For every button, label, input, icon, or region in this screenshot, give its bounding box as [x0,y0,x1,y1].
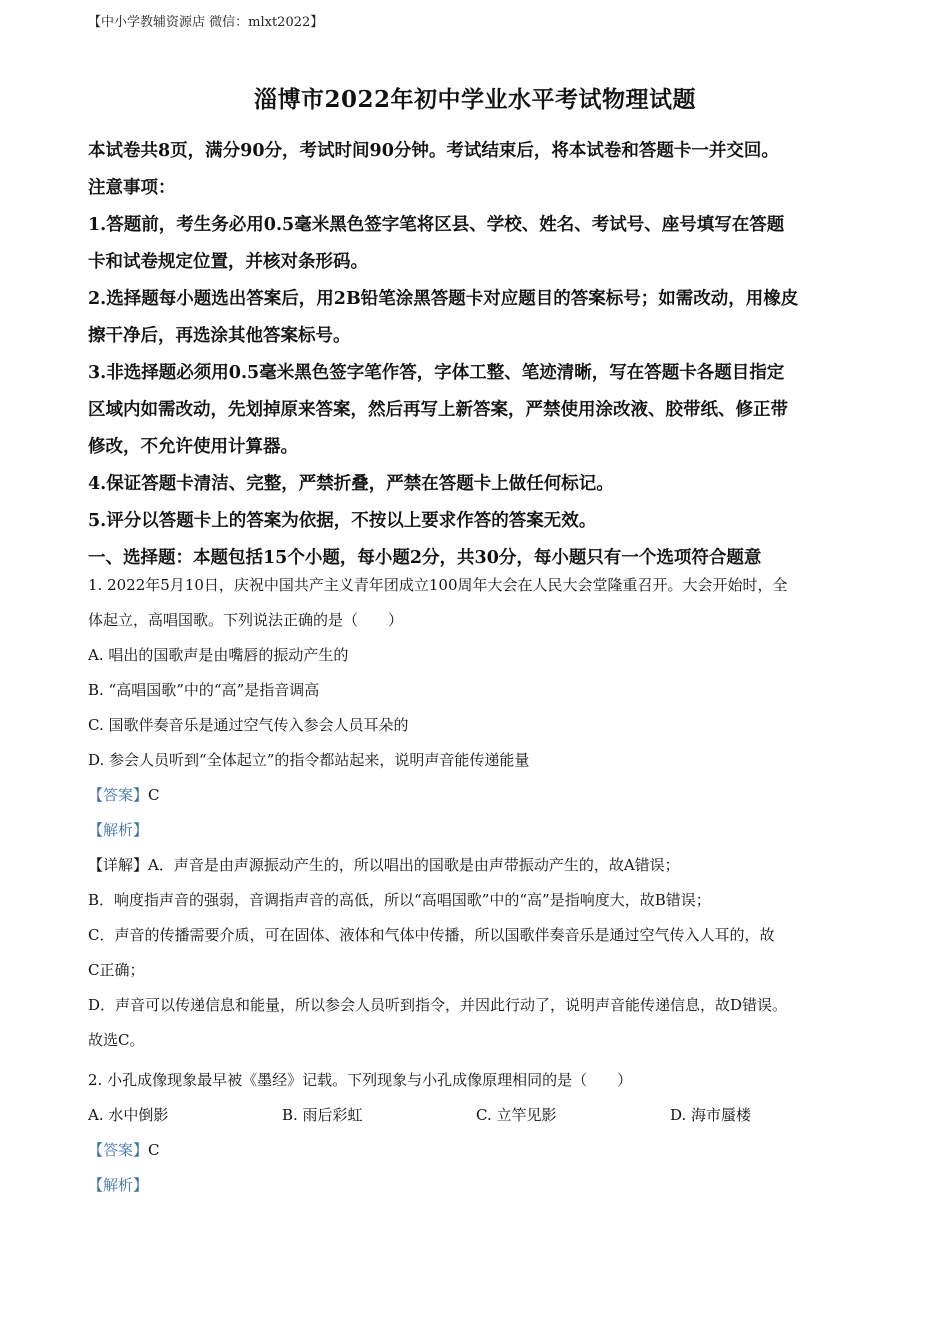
page-title: 淄博市2022年初中学业水平考试物理试题 [253,86,696,113]
detail-line: B．响度指声音的强弱，音调指声音的高低，所以“高唱国歌”中的“高”是指响度大，故B错误； [88,891,711,909]
option-b: B. “高唱国歌”中的“高”是指音调高 [88,681,320,699]
option-d: D. 海市蜃楼 [670,1106,752,1124]
detail-line [88,848,878,883]
question-stem: 2. 小孔成像现象最早被《墨经》记载。下列现象与小孔成像原理相同的是（ ） [88,1071,633,1089]
notice-line: 修改，不允许使用计算器。 [88,437,298,457]
option-b: B. 雨后彩虹 [282,1106,363,1124]
detail-text: A．声音是由声源振动产生的，所以唱出的国歌是由声带振动产生的，故A错误； [148,856,680,874]
answer-line [88,778,878,813]
notice-line: 2.选择题每小题选出答案后，用2B铅笔涂黑答题卡对应题目的答案标号；如需改动，用橡皮 [88,289,799,309]
answer-tag: 【答案】 [88,786,149,804]
question-1 [88,568,878,1058]
analysis-tag: 【解析】 [88,821,149,839]
option-d: D. 参会人员听到“全体起立”的指令都站起来，说明声音能传递能量 [88,751,530,769]
notice-line: 擦干净后，再选涂其他答案标号。 [88,326,351,346]
section-heading: 一、选择题：本题包括15个小题，每小题2分，共30分，每小题只有一个选项符合题意 [88,548,762,568]
option-c: C. 立竿见影 [476,1106,557,1124]
notice-heading: 注意事项： [88,178,176,198]
answer-value: C [148,1141,160,1159]
analysis-line [88,1168,878,1203]
answer-line [88,1133,878,1168]
question-2 [88,1063,878,1203]
detail-line: C正确； [88,961,145,979]
notice-line: 区域内如需改动，先划掉原来答案，然后再写上新答案，严禁使用涂改液、胶带纸、修正带 [88,400,788,420]
notice-line: 5.评分以答题卡上的答案为依据，不按以上要求作答的答案无效。 [88,511,597,531]
instructions-block [88,133,878,577]
intro-text: 本试卷共8页，满分90分，考试时间90分钟。考试结束后，将本试卷和答题卡一并交回。 [88,141,779,161]
question-stem: 1. 2022年5月10日，庆祝中国共产主义青年团成立100周年大会在人民大会堂隆重召开。大会开始时，全 [88,576,788,594]
analysis-tag: 【解析】 [88,1176,149,1194]
question-stem: 体起立，高唱国歌。下列说法正确的是（ ） [88,611,404,629]
options-row [88,1098,878,1133]
option-a: A. 水中倒影 [88,1106,169,1124]
answer-tag: 【答案】 [88,1141,149,1159]
notice-line: 3.非选择题必须用0.5毫米黑色签字笔作答，字体工整、笔迹清晰，写在答题卡各题目指定 [88,363,785,383]
answer-value: C [148,786,160,804]
option-c: C. 国歌伴奏音乐是通过空气传入参会人员耳朵的 [88,716,409,734]
analysis-line [88,813,878,848]
detail-tag: 【详解】 [88,856,149,874]
conclusion-line: 故选C。 [88,1031,145,1049]
notice-line: 1.答题前，考生务必用0.5毫米黑色签字笔将区县、学校、姓名、考试号、座号填写在答题 [88,215,785,235]
header-note: 【中小学教辅资源店 微信：mlxt2022】 [88,15,324,30]
notice-line: 卡和试卷规定位置，并核对条形码。 [88,252,368,272]
option-a: A. 唱出的国歌声是由嘴唇的振动产生的 [88,646,349,664]
detail-line: D．声音可以传递信息和能量，所以参会人员听到指令，并因此行动了，说明声音能传递信息，故D错误。 [88,996,788,1014]
detail-line: C．声音的传播需要介质，可在固体、液体和气体中传播，所以国歌伴奏音乐是通过空气传入人耳的，故 [88,926,775,944]
notice-line: 4.保证答题卡清洁、完整，严禁折叠，严禁在答题卡上做任何标记。 [88,474,614,494]
